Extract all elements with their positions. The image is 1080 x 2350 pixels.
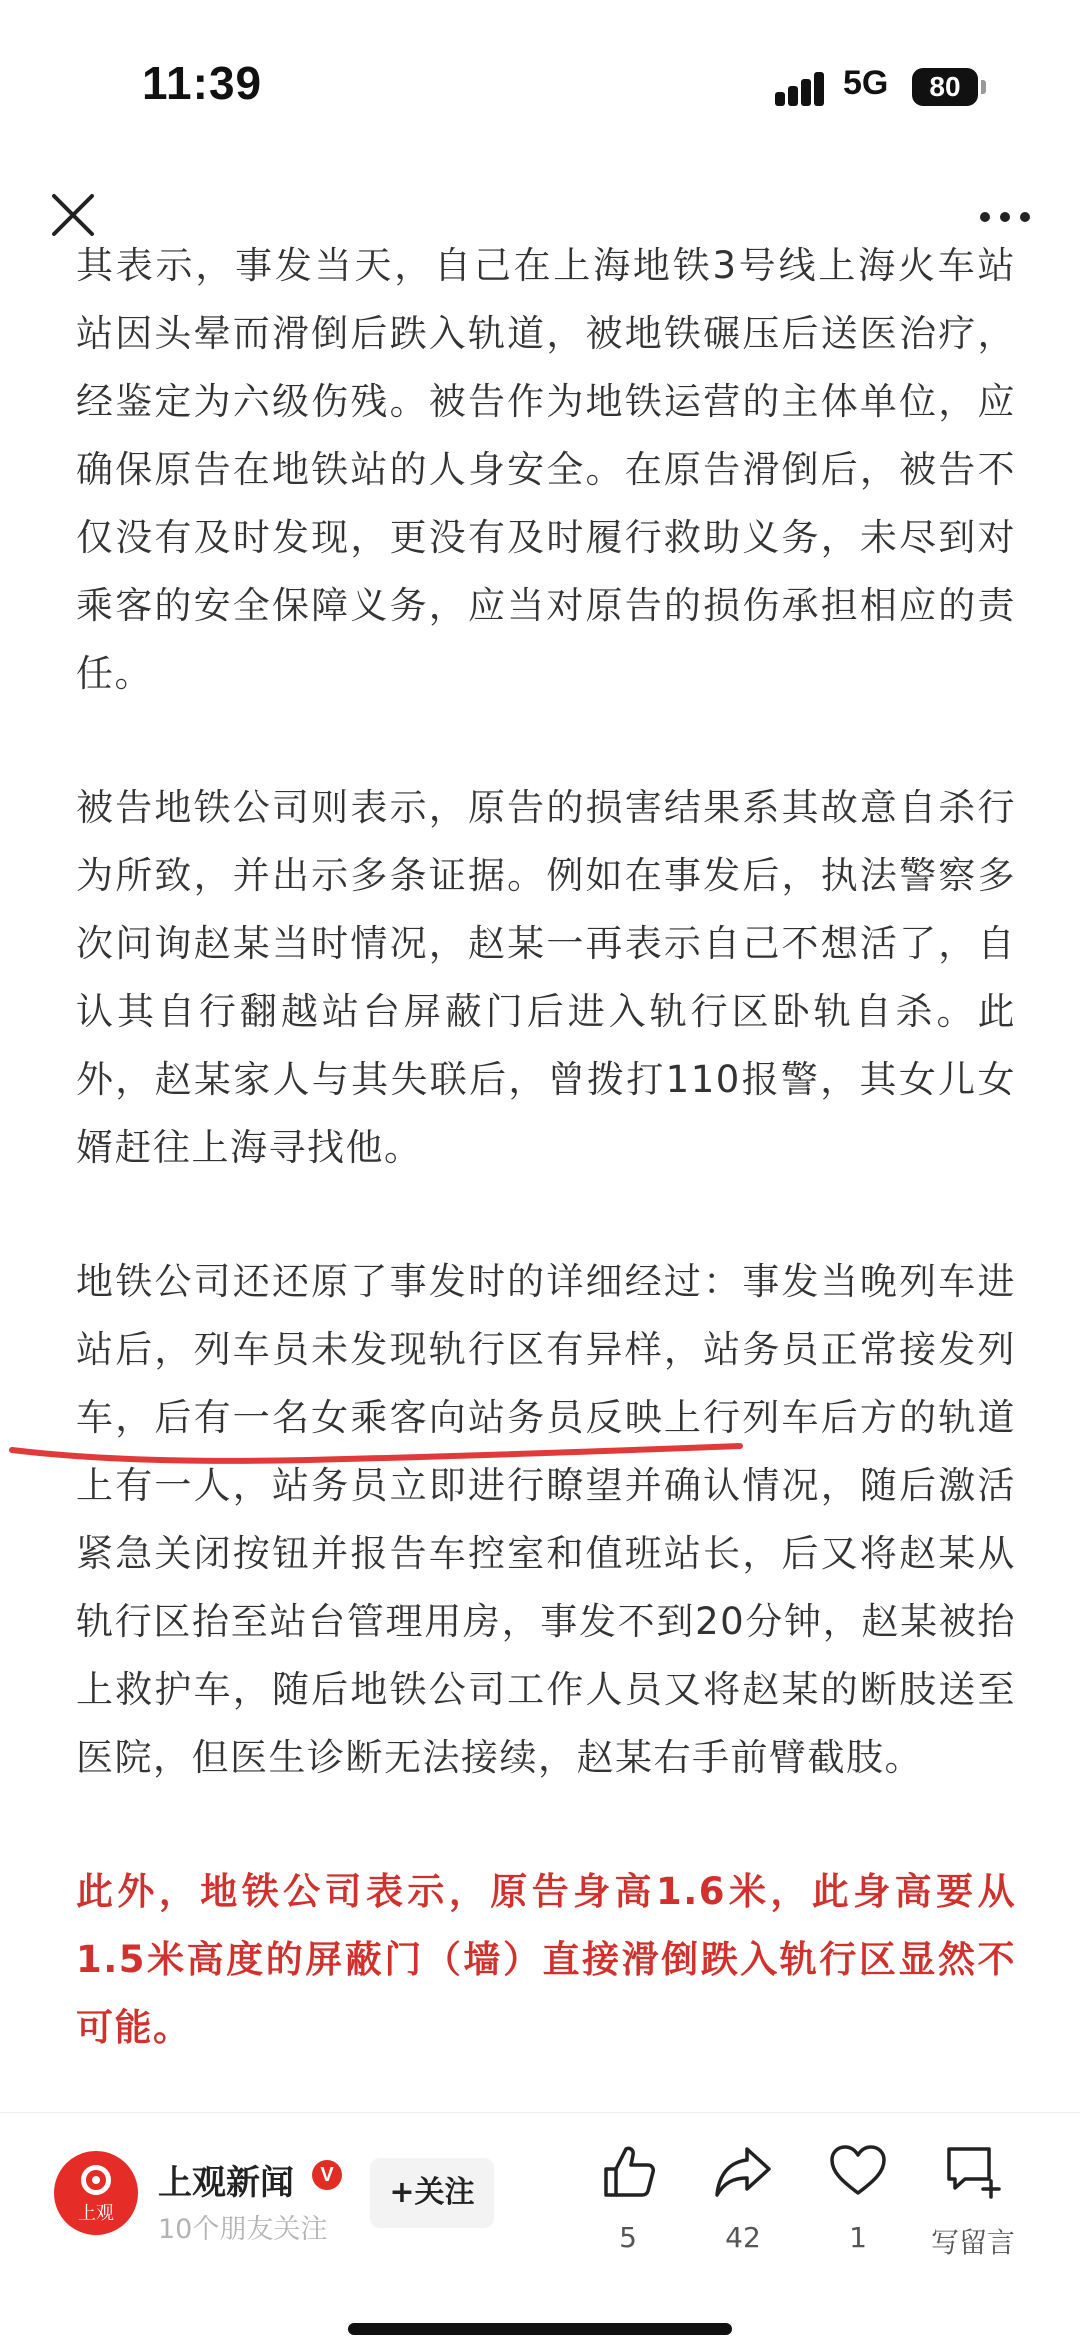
signal-icon [775,70,835,106]
bottom-bar [0,2112,1080,2350]
comment-button[interactable] [913,2141,1033,2291]
avatar-text: 上观 [78,2203,114,2224]
article-text [76,232,1016,2128]
favorite-count: 1 [849,2221,867,2254]
battery-tip [981,80,986,94]
share-button[interactable] [683,2141,803,2291]
share-icon [713,2141,773,2201]
avatar-logo [81,2165,111,2195]
article-body[interactable] [0,244,1080,2110]
more-icon [975,197,1035,237]
battery-icon: 80 [912,68,978,106]
handdrawn-underline [8,1430,748,1470]
status-time: 11:39 [142,57,263,109]
status-bar [0,0,1080,150]
highlight-paragraph: 此外，地铁公司表示，原告身高1.6米，此身高要从1.5米高度的屏蔽门（墙）直接滑倒跌入轨行区显然不可能。 [76,1870,1016,2049]
publisher-avatar[interactable] [54,2151,138,2235]
follow-button[interactable]: +关注 [370,2158,494,2228]
article-paragraph: 其表示，事发当天，自己在上海地铁3号线上海火车站站因头晕而滑倒后跌入轨道，被地铁碾压后送医治疗，经鉴定为六级伤残。被告作为地铁运营的主体单位，应确保原告在地铁站的人身安全。在原告滑倒后，被告不仅没有及时发现，更没有及时履行救助义务，未尽到对乘客的安全保障义务，应当对原告的损伤承担相应的责任。 [76,244,1016,695]
network-type: 5G [843,64,889,102]
article-paragraph: 地铁公司还还原了事发时的详细经过：事发当晚列车进站后，列车员未发现轨行区有异样，站务员正常接发列车，后有一名女乘客向站务员反映上行列车后方的轨道上有一人，站务员立即进行瞭望并确认情况，随后激活紧急关闭按钮并报告车控室和值班站长，后又将赵某从轨行区抬至站台管理用房，事发不到20分钟，赵某被抬上救护车，随后地铁公司工作人员又将赵某的断肢送至医院，但医生诊断无法接续，赵某右手前臂截肢。 [76,1260,1016,1779]
more-button[interactable] [975,197,1035,237]
home-indicator[interactable] [348,2323,732,2335]
like-count: 5 [619,2221,637,2254]
publisher-name[interactable]: 上观新闻 [158,2163,294,2203]
article-paragraph: 被告地铁公司则表示，原告的损害结果系其故意自杀行为所致，并出示多条证据。例如在事发后，执法警察多次问询赵某当时情况，赵某一再表示自己不想活了，自认其自行翻越站台屏蔽门后进入轨行区卧轨自杀。此外，赵某家人与其失联后，曾拨打110报警，其女儿女婿赶往上海寻找他。 [76,786,1016,1169]
share-count: 42 [725,2221,761,2254]
favorite-button[interactable] [798,2141,918,2291]
heart-icon [828,2141,888,2201]
comment-icon [943,2141,1003,2201]
friends-follow-text: 10个朋友关注 [158,2214,328,2245]
like-button[interactable] [568,2141,688,2291]
comment-label: 写留言 [930,2226,1015,2259]
verified-badge: V [312,2160,342,2190]
thumbs-up-icon [598,2141,658,2201]
